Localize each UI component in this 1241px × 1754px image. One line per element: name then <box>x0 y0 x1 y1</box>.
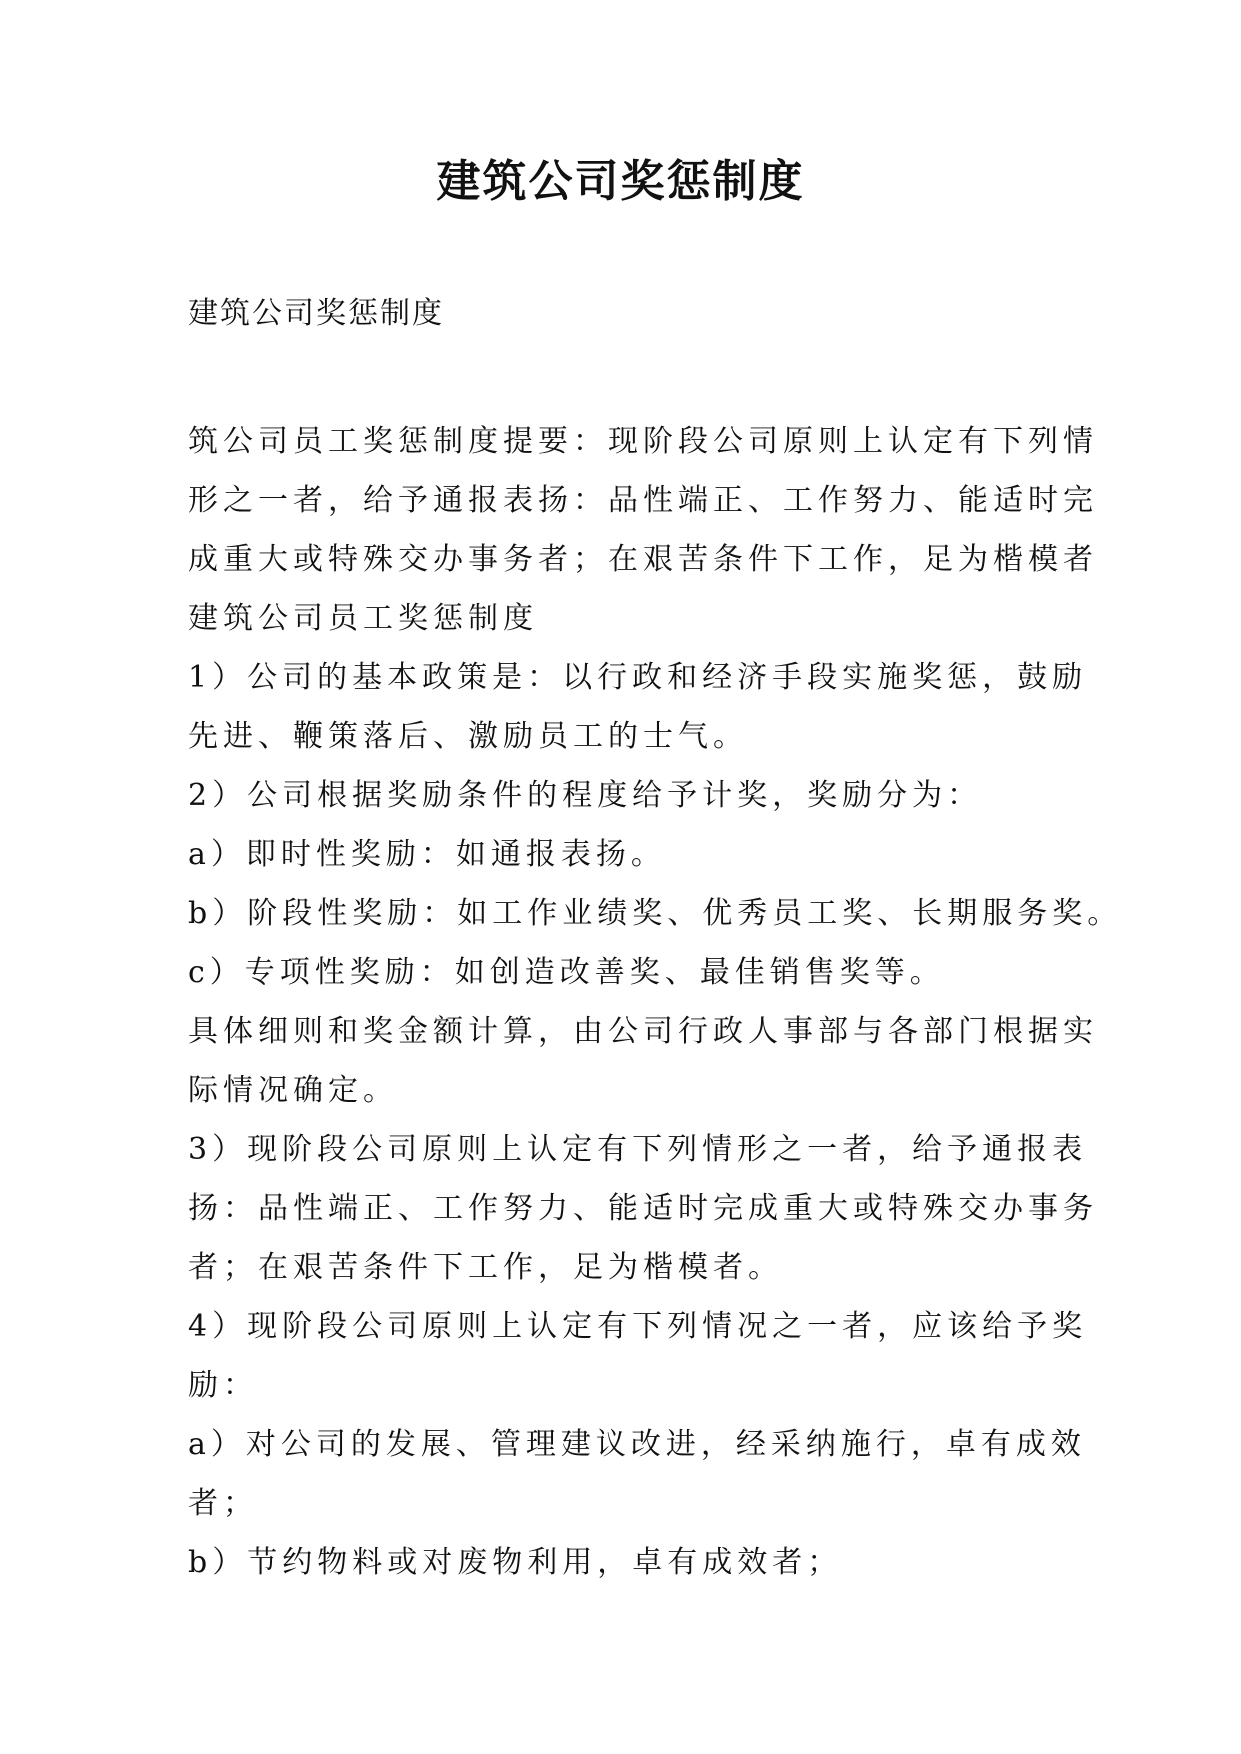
body-line: 1）公司的基本政策是：以行政和经济手段实施奖惩，鼓励 <box>188 660 1088 695</box>
body-line: 3）现阶段公司原则上认定有下列情形之一者，给予通报表 <box>188 1132 1088 1167</box>
document-subtitle: 建筑公司奖惩制度 <box>188 296 444 331</box>
body-line: b）节约物料或对废物利用，卓有成效者； <box>188 1545 843 1580</box>
body-line: a）对公司的发展、管理建议改进，经采纳施行，卓有成效 <box>188 1427 1086 1462</box>
document-title: 建筑公司奖惩制度 <box>436 156 805 207</box>
body-line: c）专项性奖励：如创造改善奖、最佳销售奖等。 <box>188 955 945 990</box>
body-line: 建筑公司员工奖惩制度 <box>188 601 538 636</box>
body-line: 筑公司员工奖惩制度提要：现阶段公司原则上认定有下列情 <box>188 424 1098 459</box>
body-line: 先进、鞭策落后、激励员工的士气。 <box>188 719 748 754</box>
body-line: 形之一者，给予通报表扬：品性端正、工作努力、能适时完 <box>188 483 1098 518</box>
body-line: 4）现阶段公司原则上认定有下列情况之一者，应该给予奖 <box>188 1309 1088 1344</box>
document-body <box>188 412 1123 1592</box>
body-line: 扬：品性端正、工作努力、能适时完成重大或特殊交办事务 <box>188 1191 1098 1226</box>
body-line: a）即时性奖励：如通报表扬。 <box>188 837 666 872</box>
body-line: 际情况确定。 <box>188 1073 398 1108</box>
body-line: 具体细则和奖金额计算，由公司行政人事部与各部门根据实 <box>188 1014 1098 1049</box>
body-line: 者；在艰苦条件下工作，足为楷模者。 <box>188 1250 783 1285</box>
body-line: 2）公司根据奖励条件的程度给予计奖，奖励分为： <box>188 778 983 813</box>
body-line: b）阶段性奖励：如工作业绩奖、优秀员工奖、长期服务奖。 <box>188 896 1123 931</box>
body-line: 成重大或特殊交办事务者；在艰苦条件下工作，足为楷模者 <box>188 542 1098 577</box>
body-line: 励： <box>188 1368 258 1403</box>
body-line: 者； <box>188 1486 258 1521</box>
